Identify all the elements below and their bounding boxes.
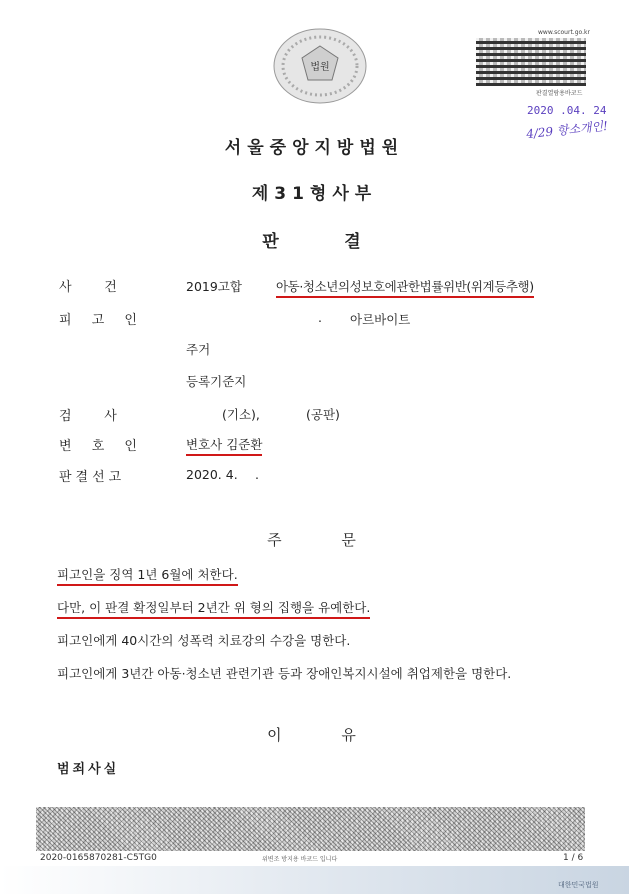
residence-label: 주거: [186, 342, 211, 357]
order-heading: 주 문: [267, 531, 362, 549]
order-line: 피고인에게 3년간 아동·청소년 관련기관 등과 장애인복지시설에 취업제한을 명한다.: [57, 666, 512, 681]
court-name: 서울중앙지방법원: [224, 138, 405, 158]
prosecutor-label: 검 사: [59, 409, 119, 424]
site-url: www.scourt.go.kr: [538, 29, 590, 36]
crime-facts-heading: 범죄사실: [57, 762, 120, 777]
document-type: 판 결: [262, 232, 367, 252]
division-name: 제31형사부: [251, 184, 378, 204]
defendant-dot: .: [318, 310, 322, 325]
verification-qr-code: [476, 38, 586, 86]
defendant-occupation: 아르바이트: [350, 312, 411, 327]
order-line: 다만, 이 판결 확정일부터 2년간 위 형의 집행을 유예한다.: [57, 598, 370, 619]
page-number: 1 / 6: [563, 853, 584, 863]
footer-band: [0, 866, 629, 894]
case-name: 아동·청소년의성보호에관한법률위반(위계등추행): [276, 277, 534, 298]
order-line: 피고인에게 40시간의 성폭력 치료강의 수강을 명한다.: [57, 633, 351, 648]
barcode-caption: 판결열람용바코드: [536, 90, 583, 97]
case-number: 2019고합: [186, 279, 242, 294]
verdict-date-label: 판결선고: [59, 470, 126, 485]
counsel-label: 변 호 인: [59, 439, 145, 454]
prosecutor-trial: (공판): [306, 407, 340, 422]
prosecutor-indictment: (기소),: [222, 407, 260, 422]
registry-label: 등록기준지: [186, 374, 247, 389]
defendant-label: 피 고 인: [59, 313, 145, 328]
verdict-date: 2020. 4.: [186, 467, 238, 482]
anti-forgery-barcode: [36, 807, 585, 851]
case-label: 사 건: [59, 280, 119, 295]
reason-heading: 이 유: [267, 726, 362, 744]
order-line: 피고인을 징역 1년 6월에 처한다.: [57, 565, 238, 586]
issuer-logo: 대한민국법원: [558, 881, 599, 889]
received-date-stamp: 2020 .04. 24: [527, 104, 607, 117]
verdict-date-dot: .: [255, 467, 259, 482]
document-id: 2020-0165870281-C5TG0: [40, 853, 157, 863]
barcode-notice: 위변조 방지용 바코드 입니다: [262, 856, 338, 863]
handwritten-note: 4/29 항소개인!: [525, 118, 609, 142]
seal-text: 법원: [310, 62, 330, 73]
counsel-name: 변호사 김준환: [186, 435, 262, 456]
